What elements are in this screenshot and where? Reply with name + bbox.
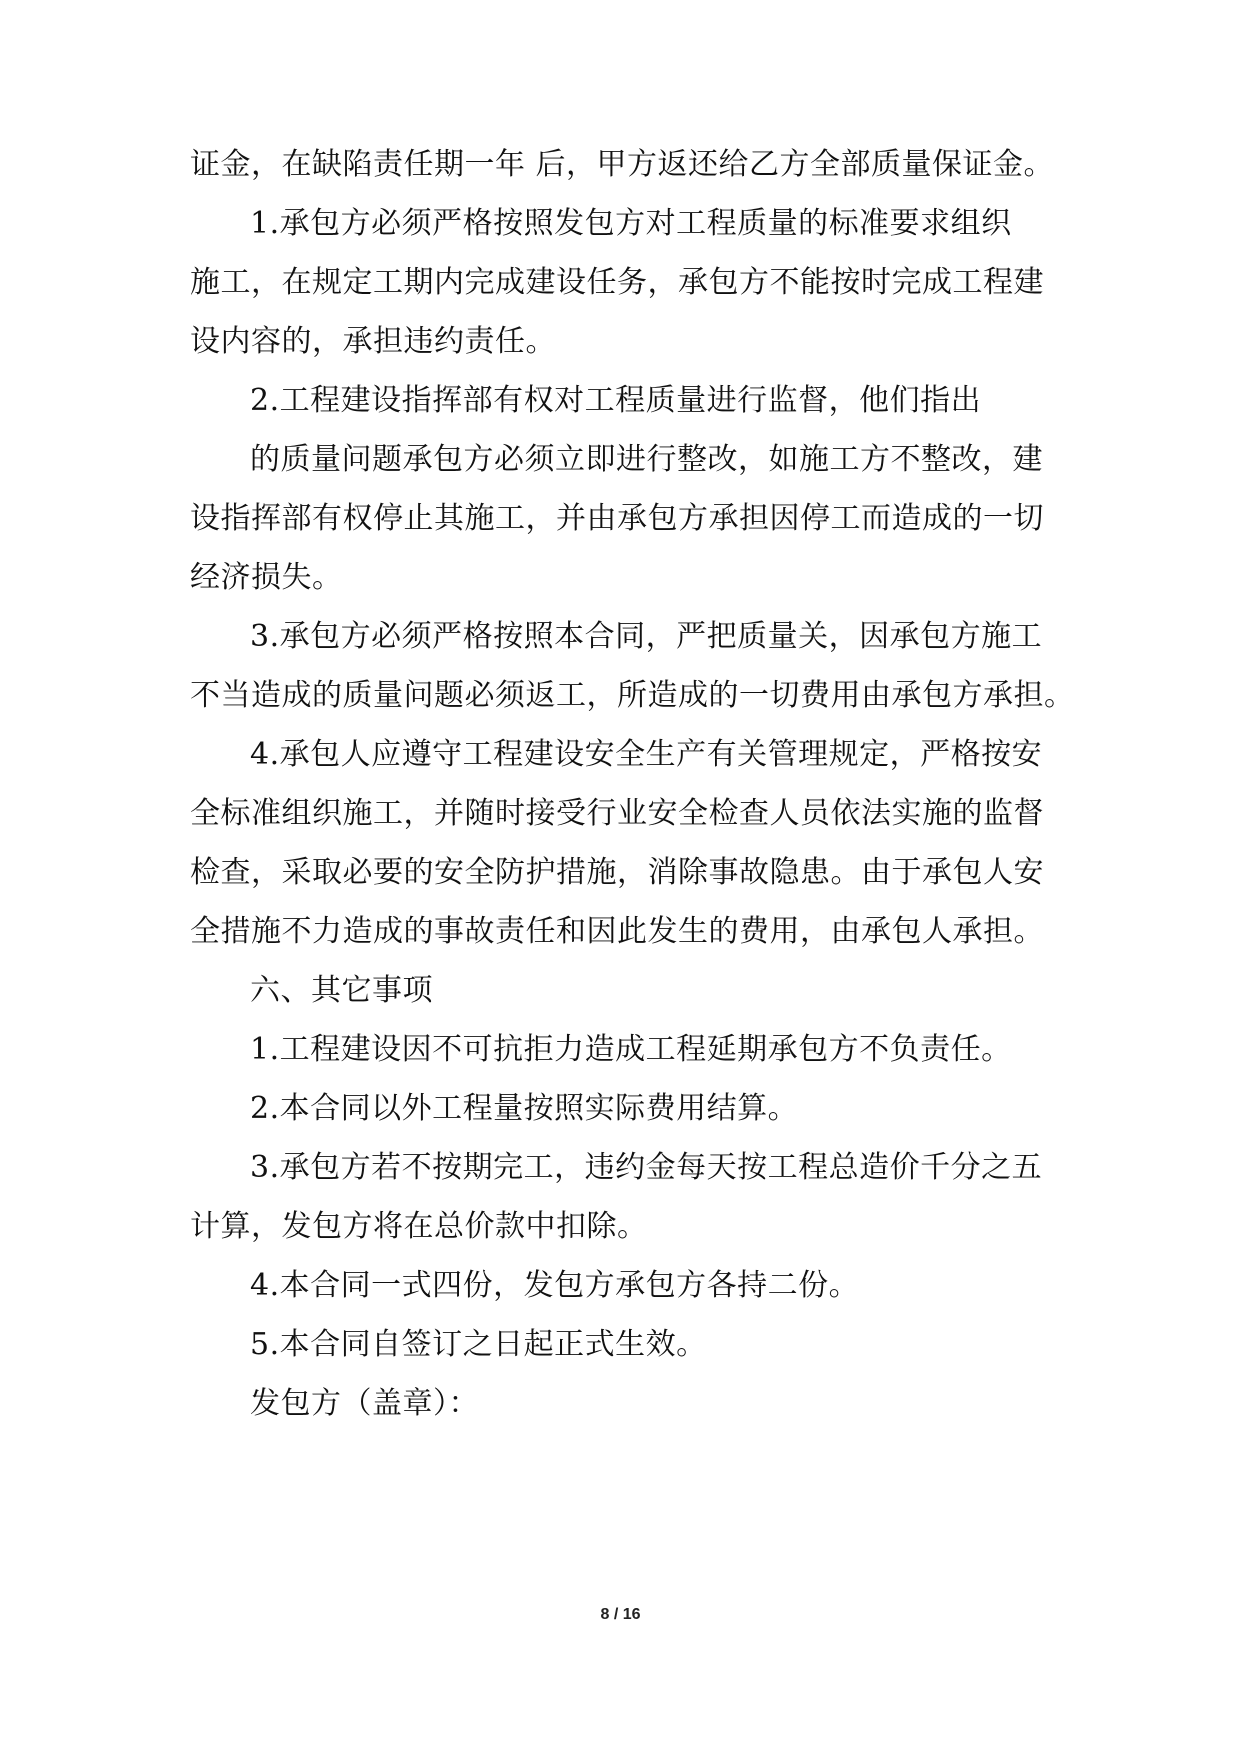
text-line: 的质量问题承包方必须立即进行整改，如施工方不整改，建 (250, 442, 1043, 477)
text-line: 4.承包人应遵守工程建设安全生产有关管理规定，严格按安 (250, 737, 1043, 772)
text-line: 2.本合同以外工程量按照实际费用结算。 (250, 1091, 799, 1126)
section-heading: 六、其它事项 (250, 973, 433, 1008)
text-line: 检查，采取必要的安全防护措施，消除事故隐患。由于承包人安 (190, 855, 1044, 890)
text-line: 2.工程建设指挥部有权对工程质量进行监督，他们指出 (250, 383, 982, 418)
text-line: 1.承包方必须严格按照发包方对工程质量的标准要求组织 (250, 206, 1012, 241)
text-line: 施工，在规定工期内完成建设任务，承包方不能按时完成工程建 (190, 265, 1044, 300)
text-line: 计算，发包方将在总价款中扣除。 (190, 1209, 648, 1244)
text-line: 3.承包方必须严格按照本合同，严把质量关，因承包方施工 (250, 619, 1043, 654)
text-line: 设指挥部有权停止其施工，并由承包方承担因停工而造成的一切 (190, 501, 1044, 536)
text-line: 全措施不力造成的事故责任和因此发生的费用，由承包人承担。 (190, 914, 1044, 949)
text-line: 3.承包方若不按期完工，违约金每天按工程总造价千分之五 (250, 1150, 1043, 1185)
text-line: 设内容的，承担违约责任。 (190, 324, 556, 359)
signature-label: 发包方（盖章）： (250, 1386, 479, 1421)
text-line: 不当造成的质量问题必须返工，所造成的一切费用由承包方承担。 (190, 678, 1075, 713)
text-line: 4.本合同一式四份，发包方承包方各持二份。 (250, 1268, 860, 1303)
page-number: 8 / 16 (600, 1606, 641, 1623)
text-line: 5.本合同自签订之日起正式生效。 (250, 1327, 707, 1362)
text-line: 1.工程建设因不可抗拒力造成工程延期承包方不负责任。 (250, 1032, 1012, 1067)
text-line: 证金，在缺陷责任期一年 后，甲方返还给乙方全部质量保证金。 (190, 147, 1055, 182)
text-line: 全标准组织施工，并随时接受行业安全检查人员依法实施的监督 (190, 796, 1044, 831)
text-line: 经济损失。 (190, 560, 343, 595)
